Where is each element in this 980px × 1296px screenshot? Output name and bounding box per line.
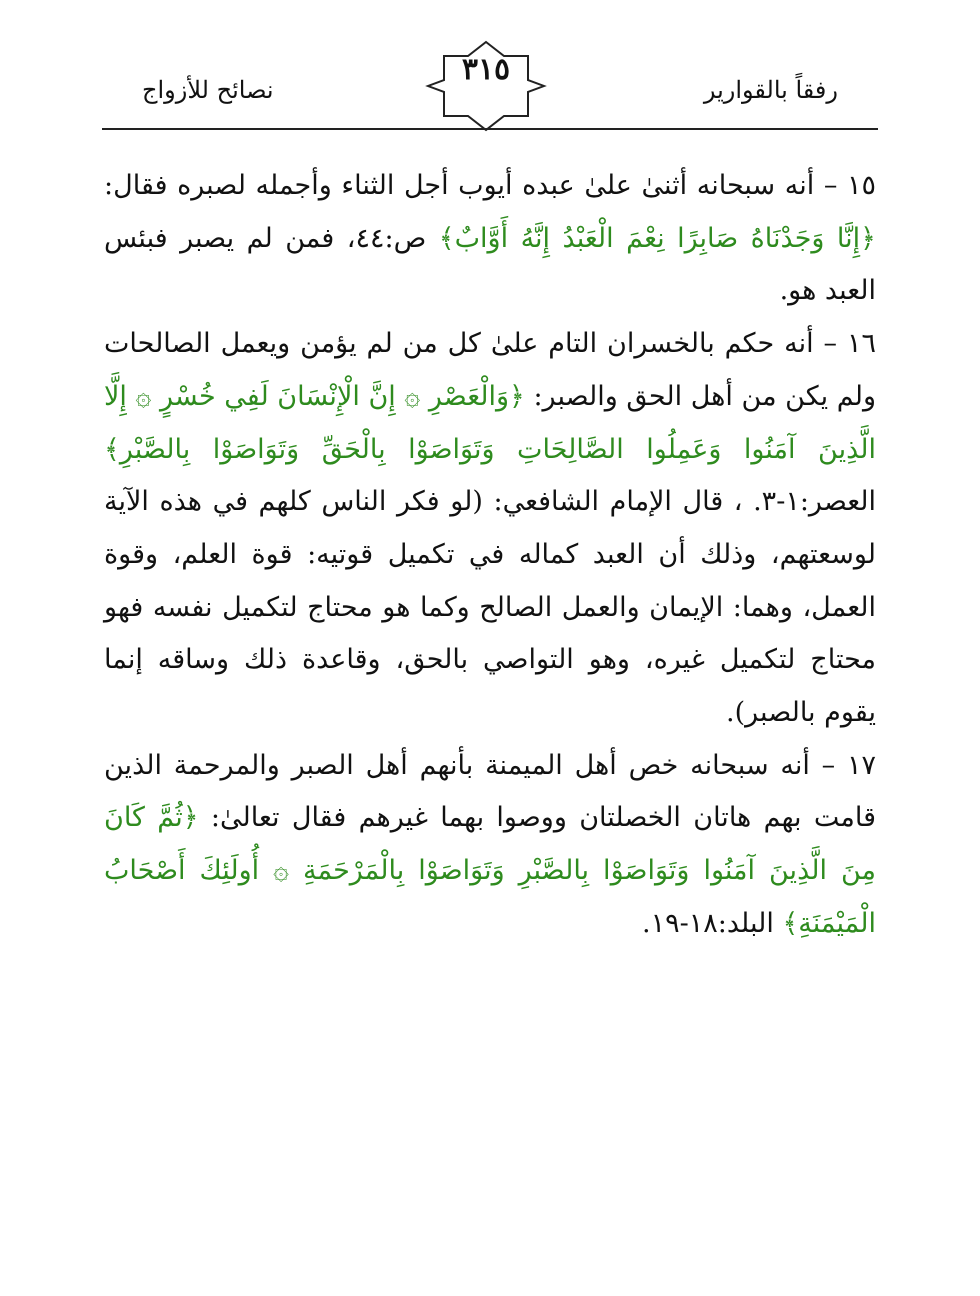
book-subtitle: نصائح للأزواج: [142, 76, 274, 104]
paragraph-16: [104, 318, 876, 740]
header-divider: [102, 128, 878, 130]
quran-verse: ﴿إِنَّا وَجَدْنَاهُ صَابِرًا نِعْمَ الْعَبْدُ إِنَّهُ أَوَّابٌ﴾: [438, 222, 876, 254]
item-number: ١٦: [846, 328, 876, 360]
page-number-badge: [424, 40, 548, 132]
paragraph-17: [104, 740, 876, 951]
item-dash: –: [813, 328, 847, 360]
quran-verse: ﴿وَالْعَصْرِ ۞ إِنَّ الْإِنْسَانَ لَفِي خُسْرٍ ۞ إِلَّا الَّذِينَ آمَنُوا وَعَمِلُوا الصَّالِحَاتِ وَتَوَاصَوْا بِالْحَقِّ وَتَوَاصَوْا بِالصَّبْرِ﴾: [104, 380, 876, 465]
paragraph-text: أنه سبحانه أثنىٰ علىٰ عبده أيوب أجل الثناء وأجمله لصبره فقال:: [104, 170, 815, 201]
book-title: رفقاً بالقوارير: [703, 76, 838, 104]
paragraph-text: أنه سبحانه خص أهل الميمنة بأنهم أهل الصبر والمرحمة الذين قامت بهم هاتان الخصلتان ووصوا بهما غيرهم فقال تعالىٰ:: [104, 749, 876, 834]
paragraph-text: البلد:١٨-١٩.: [642, 907, 774, 939]
page-body: [104, 160, 876, 951]
item-number: ١٧: [846, 749, 876, 781]
paragraph-text: العصر:١-٣. ، قال الإمام الشافعي: (لو فكر الناس كلهم في هذه الآية لوسعتهم، وذلك أن العبد كماله في تكميل قوتيه: قوة العلم، وقوة العمل، وهما: الإيمان والعمل الصالح وكما هو محتاج لتكميل نفسه فهو محتاج لتكميل غيره، وهو التواصي بالحق، وقاعدة ذلك وساقه إنما يقوم بالصبر).: [104, 486, 876, 729]
paragraph-text: ص:٤٤، فمن لم يصبر فبئس العبد هو.: [104, 222, 876, 307]
item-dash: –: [814, 170, 847, 201]
page-number: ٣١٥: [461, 52, 511, 87]
page-header: [102, 40, 878, 132]
quran-verse: ﴿ثُمَّ كَانَ مِنَ الَّذِينَ آمَنُوا وَتَوَاصَوْا بِالصَّبْرِ وَتَوَاصَوْا بِالْمَرْحَمَةِ ۞ أُولَئِكَ أَصْحَابُ الْمَيْمَنَةِ﴾: [104, 802, 876, 939]
paragraph-15: [104, 160, 876, 318]
item-number: ١٥: [846, 170, 876, 201]
paragraph-text: أنه حكم بالخسران التام علىٰ كل من لم يؤمن ويعمل الصالحات ولم يكن من أهل الحق والصبر:: [104, 328, 877, 412]
item-dash: –: [809, 749, 847, 781]
